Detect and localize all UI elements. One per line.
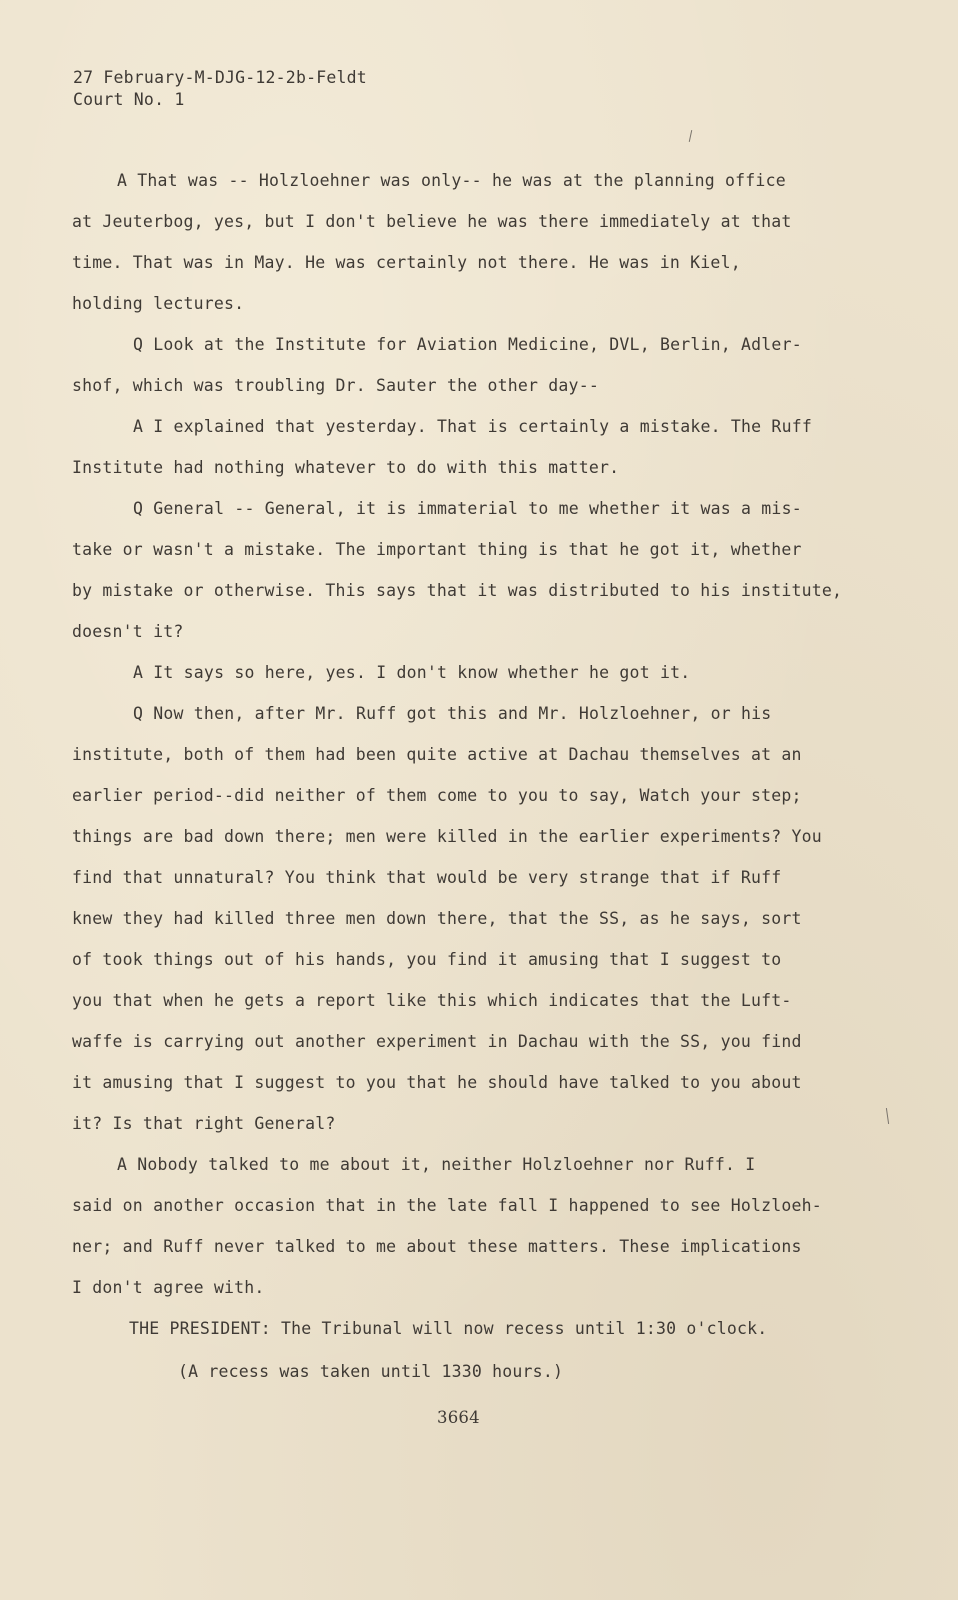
- transcript-line: A That was -- Holzloehner was only-- he was at the planning office: [117, 171, 786, 190]
- transcript-line: A I explained that yesterday. That is certainly a mistake. The Ruff: [133, 417, 812, 436]
- transcript-line: Institute had nothing whatever to do with this matter.: [72, 458, 620, 477]
- header-session-code: 27 February-M-DJG-12-2b-Feldt: [73, 68, 367, 87]
- transcript-line: Q Now then, after Mr. Ruff got this and Mr. Holzloehner, or his: [133, 704, 772, 723]
- transcript-line: earlier period--did neither of them come to you to say, Watch your step;: [72, 786, 802, 805]
- transcript-line: Q Look at the Institute for Aviation Medicine, DVL, Berlin, Adler-: [133, 335, 802, 354]
- transcript-line: shof, which was troubling Dr. Sauter the other day--: [72, 376, 599, 395]
- transcript-line: said on another occasion that in the late fall I happened to see Holzloeh-: [72, 1196, 822, 1215]
- paper-blemish: [886, 1108, 889, 1124]
- transcript-line: knew they had killed three men down there, that the SS, as he says, sort: [72, 909, 802, 928]
- transcript-line: things are bad down there; men were killed in the earlier experiments? You: [72, 827, 822, 846]
- transcript-line: Q General -- General, it is immaterial to me whether it was a mis-: [133, 499, 802, 518]
- transcript-line: by mistake or otherwise. This says that it was distributed to his institute,: [72, 581, 843, 600]
- transcript-line: find that unnatural? You think that would be very strange that if Ruff: [72, 868, 782, 887]
- transcript-line: time. That was in May. He was certainly not there. He was in Kiel,: [72, 253, 741, 272]
- transcript-line: take or wasn't a mistake. The important thing is that he got it, whether: [72, 540, 802, 559]
- transcript-line: institute, both of them had been quite active at Dachau themselves at an: [72, 745, 802, 764]
- document-header: [73, 67, 367, 111]
- transcript-line: doesn't it?: [72, 622, 184, 641]
- transcript-line: at Jeuterbog, yes, but I don't believe he was there immediately at that: [72, 212, 792, 231]
- transcript-line: A It says so here, yes. I don't know whether he got it.: [133, 663, 691, 682]
- transcript-line: of took things out of his hands, you find it amusing that I suggest to: [72, 950, 782, 969]
- transcript-line: holding lectures.: [72, 294, 245, 313]
- transcript-line: I don't agree with.: [72, 1278, 265, 1297]
- page-number: 3664: [437, 1408, 480, 1427]
- transcript-line: it amusing that I suggest to you that he should have talked to you about: [72, 1073, 802, 1092]
- transcript-line: it? Is that right General?: [72, 1114, 336, 1133]
- transcript-line: you that when he gets a report like this which indicates that the Luft-: [72, 991, 792, 1010]
- header-court-number: Court No. 1: [73, 90, 185, 109]
- transcript-line: THE PRESIDENT: The Tribunal will now recess until 1:30 o'clock.: [129, 1319, 768, 1338]
- paper-blemish: [689, 130, 692, 142]
- transcript-line: A Nobody talked to me about it, neither Holzloehner nor Ruff. I: [117, 1155, 756, 1174]
- transcript-line: ner; and Ruff never talked to me about these matters. These implications: [72, 1237, 802, 1256]
- transcript-line: waffe is carrying out another experiment in Dachau with the SS, you find: [72, 1032, 802, 1051]
- transcript-line: (A recess was taken until 1330 hours.): [178, 1362, 564, 1381]
